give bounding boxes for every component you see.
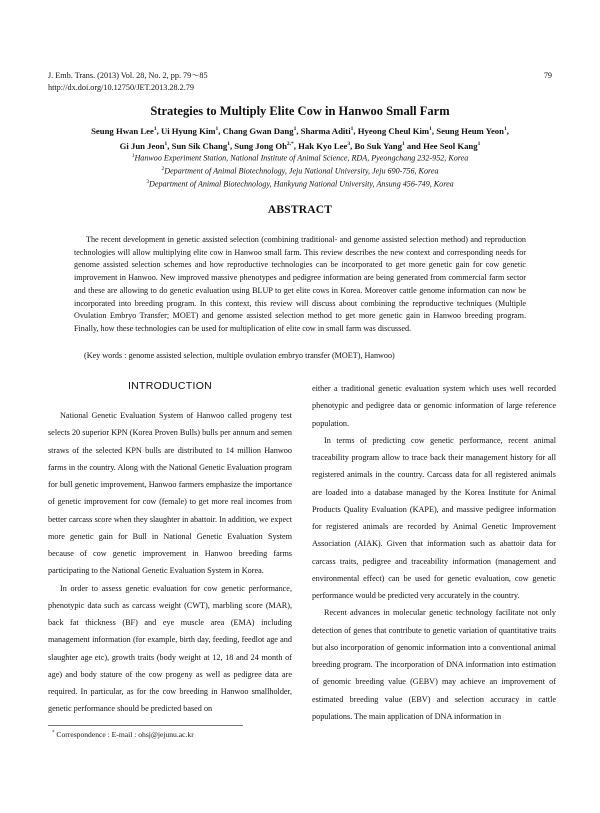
footnote-divider	[48, 725, 243, 726]
author-name: Seung Heum Yeon	[436, 125, 504, 136]
paragraph: In order to assess genetic evaluation for cow genetic performance, phenotypic data such as carcass weight (CWT), marbling score (MAR), back fat thickness (BF) and eye muscle area (EMA) including management information (for example, birth day, feeding, feedlot age and slaughter age etc), growth traits (body weight at 12, 18 and 24 month of age) and body stature of the cow progeny as well as pedigree data are required. In particular, as for the cow breeding in Hanwoo smallholder, genetic performance should be predicted based on	[48, 583, 292, 714]
affiliation-3: $^3$Department of Animal Biotechnology, Hankyung National University, Ansung 456-749, Korea	[146, 179, 454, 190]
author-affiliation-mark: 1	[153, 126, 157, 132]
author-affiliation-mark: 3	[347, 140, 351, 147]
author-affiliation-mark: 1	[504, 126, 507, 132]
paragraph: National Genetic Evaluation System of Hanwoo called progeny test selects 20 superior KPN (Korea Proven Bulls) bulls per annum and semen straws of the selected KPN bulls are distributed to 14 million Hanwoo farms in the country. Along with the National Genetic Evaluation program for bull genetic improvement, Hanwoo farmers emphasize the importance of genetic improvement for cow (female) to get more real incomes from better carcass score when they slaughter in abattoir. In addition, we expect more genetic gain for Bull in National Genetic Evaluation System because of cow genetic improvement in Hanwoo breeding farms participating to the National Genetic Evaluation System in Korea.	[48, 411, 292, 576]
author-name: Hee Seol Kang	[423, 140, 478, 151]
paper-title: Strategies to Multiply Elite Cow in Hanwoo Small Farm	[150, 104, 450, 118]
author-affiliation-mark: 1	[293, 126, 297, 132]
author-affiliation-mark: 2,*	[286, 140, 294, 147]
author-name: Chang Gwan Dang	[222, 125, 294, 136]
author-name: Gi Jun Jeon	[119, 140, 165, 151]
affiliation-1: $^1$Hanwoo Experiment Station, National Institute of Animal Science, RDA, Pyeongchang 232-952, Korea	[131, 153, 469, 163]
affiliation-2: $^2$Department of Animal Biotechnology, Jeju National University, Jeju 690-756, Korea	[161, 166, 439, 176]
author-name: Ui Hyung Kim	[160, 125, 216, 136]
paragraph: Recent advances in molecular genetic technology facilitate not only detection of genes that contribute to genetic variation of quantitative traits but also incorporation of genomic information into a conventional animal breeding program. The incorporation of DNA information into estimation of genomic breeding value (GEBV) may achieve an improvement of estimated breeding value (EBV) and selection accuracy in cattle populations. The main application of DNA information in	[312, 608, 556, 721]
author-name: Sharma Aditi	[300, 125, 351, 136]
right-column	[312, 380, 556, 725]
abstract-heading: ABSTRACT	[267, 204, 333, 216]
author-line-1: Seung Hwan Lee$^1$, Ui Hyung Kim$^1$, Chang Gwan Dang$^1$, Sharma Aditi$^1$, Hyeong Cheul Kim$^1$, Seung Heum Yeon$^1$,	[91, 125, 509, 136]
introduction-heading: INTRODUCTION	[127, 380, 213, 392]
author-line-2: Gi Jun Jeon$^1$, Sun Sik Chang$^1$, Sung Jong $Oh^{2,*}$, Hak Kyo Lee$^3$, Bo Suk Yang$^1$ and Hee Seol Kang$^1$	[119, 140, 481, 151]
author-affiliation-mark: 1	[164, 140, 168, 147]
author-affiliation-mark: 1	[215, 126, 219, 132]
keywords: (Key words : genome assisted selection, multiple ovulation embryo transfer (MOET), Hanwoo)	[84, 351, 395, 360]
author-affiliation-mark: 1	[401, 140, 405, 147]
author-affiliation-mark: 1	[227, 140, 230, 147]
paragraph: In terms of predicting cow genetic performance, recent animal traceability program allow to trace back their management history for all registered animals in the country. Carcass data for all registered animals are loaded into a database managed by the Korea Institute for Animal Products Quality Evaluation (KAPE), and massive pedigree information for registered animals are recorded by Animal Genetic Improvement Association (AIAK). Given that information such as abattoir data for carcass traits, pedigree and traceability information (management and environmental effect) can be used for genetic evaluation, cow genetic performance would be predicted very accurately in the country.	[312, 435, 556, 600]
abstract-text: The recent development in genetic assisted selection (combining traditional- and genome assisted selection method) and reproduction technologies will allow multiplying elite cow in Hanwoo small farm. This review describes the new context and corresponding needs for genome assisted selection schemes and how reproductive technologies can be incorporated to get more genetic gain for cow genetic improvement in Hanwoo. New improved massive phenotypes and pedigree information are being generated from commercial farm sector and these are allowing to do genetic evaluation using BLUP to get elite cows in Korea. Moreover cattle genome information can now be incorporated into breeding program. In this context, this review will discuss about combining the reproductive techniques (Multiple Ovulation Embryo Transfer; MOET) and genome assisted selection method to get more genetic gain in Hanwoo breeding program. Finally, how these technologies can be used for multiplication of elite cow in small farm was discussed.	[74, 235, 526, 333]
author-name: Sung Jong Oh	[234, 140, 287, 151]
doi-link[interactable]: http://dx.doi.org/10.12750/JET.2013.28.2.79	[48, 83, 194, 92]
author-name: Hak Kyo Lee	[298, 140, 348, 151]
author-affiliation-mark: 1	[429, 126, 432, 132]
paragraph: either a traditional genetic evaluation system which uses well recorded phenotypic and pedigree data or genomic information of large reference population.	[312, 384, 556, 428]
journal-header	[48, 70, 552, 94]
author-name: Bo Suk Yang	[354, 140, 402, 151]
author-name: Sun Sik Chang	[171, 140, 228, 151]
author-affiliation-mark: 1	[477, 140, 481, 147]
left-column	[48, 407, 292, 718]
author-list	[40, 123, 560, 153]
author-name: Hyeong Cheul Kim	[357, 125, 430, 136]
journal-citation: J. Emb. Trans. (2013) Vol. 28, No. 2, pp. 79～85	[48, 71, 208, 80]
page-number: 79	[543, 71, 552, 80]
correspondence-footnote: * Correspondence : E-mail : ohsj@jejunu.ac.kr	[52, 730, 194, 739]
affiliation-list	[40, 151, 560, 191]
author-name: Seung Hwan Lee	[91, 125, 154, 136]
author-affiliation-mark: 1	[350, 126, 354, 132]
